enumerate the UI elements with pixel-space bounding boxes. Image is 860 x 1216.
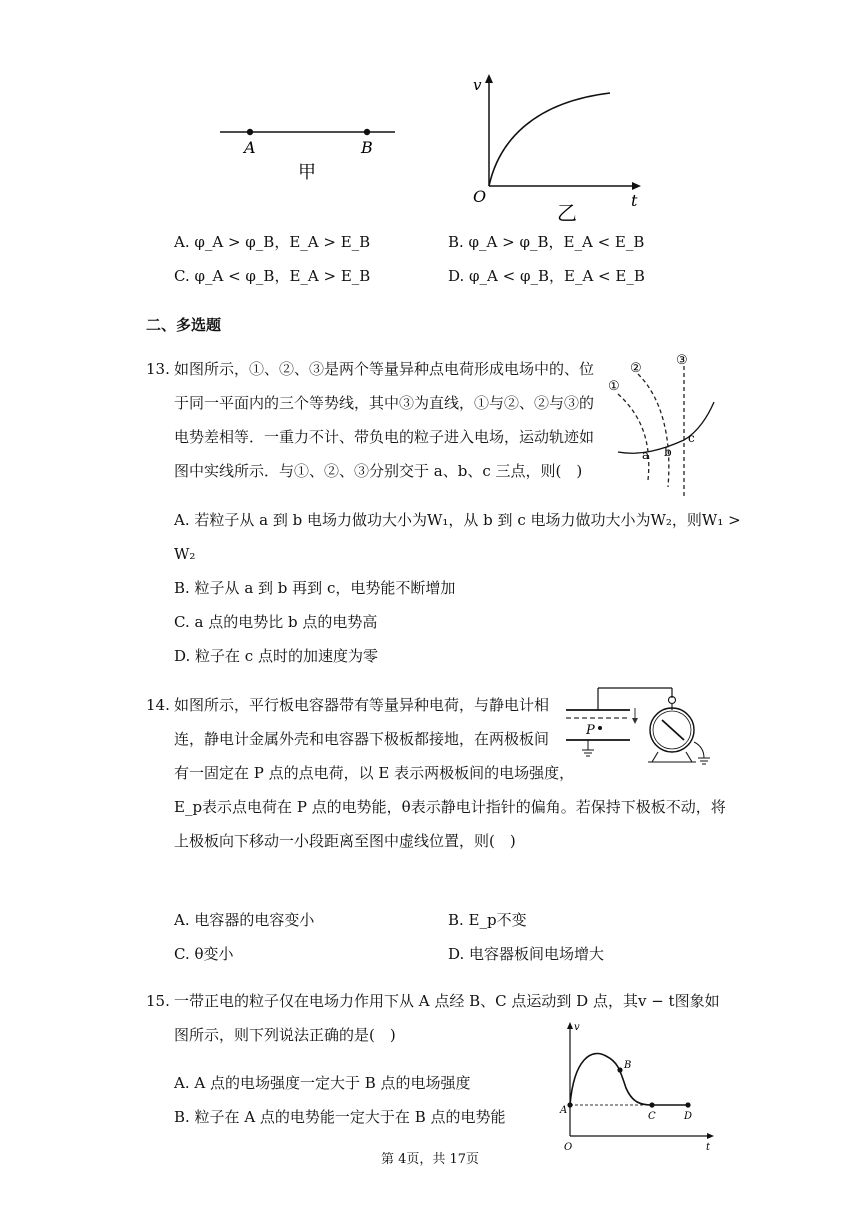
q14-line-1: 如图所示，平行板电容器带有等量异种电荷，与静电计相 — [174, 696, 550, 714]
q13-option-b: B. 粒子从 a 到 b 再到 c，电势能不断增加 — [174, 579, 456, 597]
q12-option-d: D. φ_A < φ_B，E_A < E_B — [448, 267, 645, 285]
axis-t-label: t — [706, 1142, 711, 1153]
q14-option-a: A. 电容器的电容变小 — [174, 911, 315, 929]
q15-option-a: A. A 点的电场强度一定大于 B 点的电场强度 — [174, 1074, 471, 1092]
q13-line-1: 如图所示，①、②、③是两个等量异种点电荷形成电场中的、位 — [174, 360, 595, 378]
q15-option-b: B. 粒子在 A 点的电势能一定大于在 B 点的电势能 — [174, 1108, 506, 1126]
q13-option-c: C. a 点的电势比 b 点的电势高 — [174, 613, 378, 631]
axis-v-label: v — [574, 1022, 580, 1033]
q14-line-3: 有一固定在 P 点的点电荷，以 E 表示两极板间的电场强度， — [174, 764, 575, 782]
q15-line-1: 一带正电的粒子仅在电场力作用下从 A 点经 B、C 点运动到 D 点，其v − t图象如 — [174, 992, 720, 1010]
point-a-label: a — [642, 448, 650, 462]
q14-number: 14. — [146, 696, 170, 714]
q14-option-b: B. E_p不变 — [448, 911, 527, 929]
q15-figure — [556, 1018, 720, 1156]
q13-option-a-line-2: W₂ — [174, 545, 196, 563]
axis-v-label: v — [473, 76, 482, 94]
point-a-label: A — [560, 1105, 568, 1116]
q13-option-a-line-1: A. 若粒子从 a 到 b 电场力做功大小为W₁，从 b 到 c 电场力做功大小为W₂，则W₁ > — [174, 511, 741, 529]
q13-number: 13. — [146, 360, 170, 378]
q13-line-3: 电势差相等．一重力不计、带负电的粒子进入电场，运动轨迹如 — [174, 428, 595, 446]
point-c-label: C — [648, 1111, 656, 1122]
point-b-label: B — [624, 1060, 632, 1071]
figure-jia — [210, 110, 410, 190]
q14-option-c: C. θ变小 — [174, 945, 234, 963]
q15-line-2: 图所示，则下列说法正确的是( ) — [174, 1026, 396, 1044]
q14-line-5: 上极板向下移动一小段距离至图中虚线位置，则( ) — [174, 832, 516, 850]
page-footer: 第 4页，共 17页 — [380, 1152, 480, 1167]
q12-option-c: C. φ_A < φ_B，E_A > E_B — [174, 267, 371, 285]
curve-3-label: ③ — [676, 353, 688, 368]
origin-label: O — [473, 187, 487, 206]
q12-option-a: A. φ_A > φ_B，E_A > E_B — [174, 233, 371, 251]
q13-line-4: 图中实线所示．与①、②、③分别交于 a、b、c 三点，则( ) — [174, 462, 583, 480]
origin-label: O — [564, 1142, 573, 1153]
q13-figure — [600, 352, 720, 498]
point-c-label: c — [688, 431, 695, 445]
q14-option-d: D. 电容器板间电场增大 — [448, 945, 605, 963]
caption-jia: 甲 — [298, 162, 316, 183]
q14-line-4: E_p表示点电荷在 P 点的电势能，θ表示静电计指针的偏角。若保持下极板不动，将 — [174, 798, 726, 816]
point-p-label: P — [586, 723, 595, 738]
point-d-label: D — [684, 1111, 693, 1122]
q15-number: 15. — [146, 992, 170, 1010]
q12-option-b: B. φ_A > φ_B，E_A < E_B — [448, 233, 645, 251]
section-header: 二、多选题 — [146, 316, 222, 334]
caption-yi: 乙 — [557, 201, 577, 225]
q13-option-d: D. 粒子在 c 点时的加速度为零 — [174, 647, 378, 665]
figure-yi — [465, 70, 655, 230]
point-b-label: b — [664, 445, 672, 459]
q14-line-2: 连，静电计金属外壳和电容器下极板都接地，在两极板间 — [174, 730, 550, 748]
curve-2-label: ② — [630, 361, 642, 376]
point-b-label: B — [361, 138, 373, 157]
axis-t-label: t — [631, 191, 638, 210]
q14-figure — [560, 682, 720, 782]
point-a-label: A — [244, 138, 256, 157]
curve-1-label: ① — [608, 379, 620, 394]
q13-line-2: 于同一平面内的三个等势线，其中③为直线，①与②、②与③的 — [174, 394, 595, 412]
